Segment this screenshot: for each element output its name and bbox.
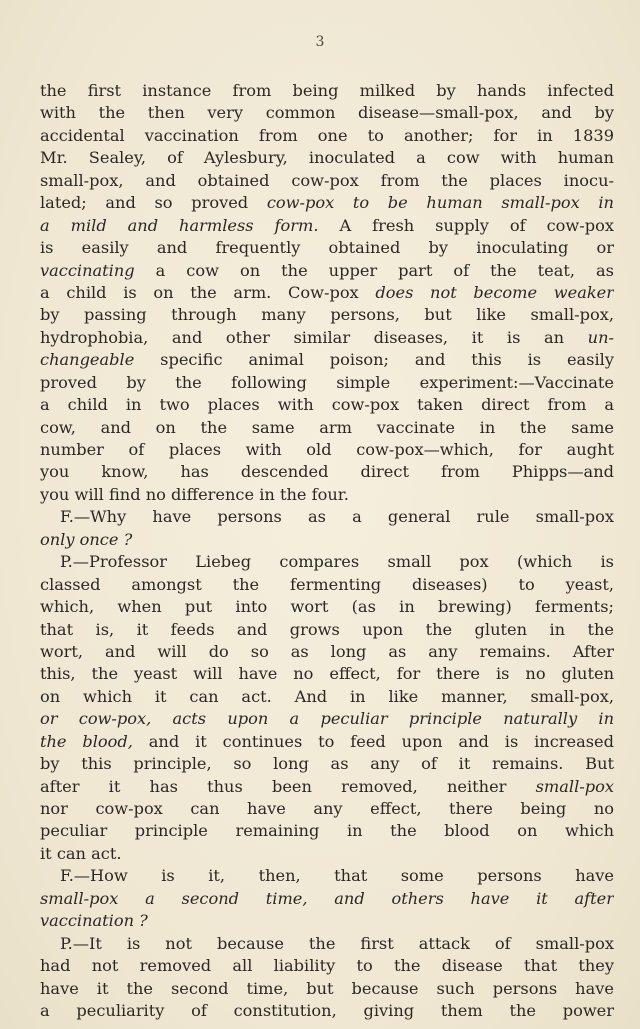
text-line (40, 686, 614, 708)
text-line (40, 978, 614, 1000)
text-line (40, 394, 614, 416)
text-line (40, 753, 614, 775)
text-line (40, 820, 614, 842)
italic-text-span: or cow-pox, acts upon a peculiar principle naturally in (40, 709, 614, 729)
text-span: nor cow-pox can have any effect, there being no (40, 799, 614, 818)
text-span: that is, it feeds and grows upon the gluten in the (40, 619, 614, 639)
text-line (40, 304, 614, 326)
text-span: number of places with old cow-pox—which, for aught (40, 440, 614, 459)
text-line (40, 888, 614, 910)
text-line (40, 417, 614, 439)
text-span: this, the yeast will have no effect, for there is no gluten (40, 664, 614, 684)
text-span: Mr. Sealey, of Aylesbury, inoculated a cow with human (40, 148, 614, 168)
text-span: a peculiarity of constitution, giving them the power (40, 1000, 614, 1020)
text-span: the first instance from being milked by hands infected (40, 81, 614, 100)
text-line (40, 955, 614, 977)
text-line (40, 865, 614, 887)
text-line (40, 843, 614, 865)
text-line (40, 731, 614, 753)
text-span: by passing through many persons, but like small-pox, (40, 305, 614, 325)
text-span: it can act. (40, 843, 122, 863)
text-span: P.—Professor Liebeg compares small pox (which is (60, 552, 614, 572)
text-line (40, 102, 614, 124)
text-line (40, 933, 614, 955)
text-line (40, 574, 614, 596)
text-span: accidental vaccination from one to another; for in 1839 (40, 125, 614, 145)
italic-text-span: vaccination ? (40, 911, 148, 931)
text-line (40, 260, 614, 282)
text-line (40, 551, 614, 573)
body-text (40, 80, 614, 1022)
page-number: 3 (315, 34, 325, 50)
text-span: proved by the following simple experiment:—Vaccinate (40, 372, 614, 392)
text-span: you know, has descended direct from Phipps—and (40, 462, 614, 482)
text-span: is easily and frequently obtained by inoculating or (40, 238, 614, 258)
text-span: by this principle, so long as any of it remains. But (40, 754, 614, 774)
text-line (40, 1000, 614, 1022)
text-span: a cow on the upper part of the teat, as (134, 260, 614, 280)
italic-text-span: does not become weaker (375, 282, 614, 302)
text-line (40, 192, 614, 214)
text-line (40, 125, 614, 147)
italic-text-span: the blood, (40, 731, 133, 751)
text-span: have it the second time, but because such persons have (40, 978, 614, 998)
text-line (40, 349, 614, 371)
text-span: A fresh supply of cow-pox (318, 215, 614, 235)
text-line (40, 663, 614, 685)
text-span: and it continues to feed upon and is increased (132, 731, 614, 751)
text-line (40, 439, 614, 461)
text-line (40, 484, 614, 506)
italic-text-span: un- (587, 327, 614, 347)
text-line (40, 776, 614, 798)
text-span: had not removed all liability to the disease that they (40, 956, 614, 976)
text-line (40, 910, 614, 932)
text-span: you will find no difference in the four. (40, 484, 349, 504)
text-span: F.—Why have persons as a general rule small-pox (60, 507, 614, 527)
text-span: lated; and so proved (40, 193, 267, 213)
text-span: cow, and on the same arm vaccinate in the same (40, 417, 614, 437)
italic-text-span: a mild and harmless form. (40, 215, 319, 235)
text-span: F.—How is it, then, that some persons have (60, 866, 614, 886)
text-line (40, 708, 614, 730)
italic-text-span: only once ? (40, 529, 133, 549)
text-span: with the then very common disease—small-pox, and by (40, 103, 614, 123)
text-span: small-pox, and obtained cow-pox from the places inocu- (40, 170, 614, 190)
text-line (40, 529, 614, 551)
italic-text-span: small-pox (535, 776, 614, 796)
text-line (40, 372, 614, 394)
text-line (40, 619, 614, 641)
text-line (40, 798, 614, 820)
text-span: specific animal poison; and this is easily (134, 350, 614, 370)
text-line (40, 506, 614, 528)
text-line (40, 641, 614, 663)
text-line (40, 282, 614, 304)
text-span: on which it can act. And in like manner, small-pox, (40, 686, 614, 706)
text-line (40, 327, 614, 349)
text-line (40, 237, 614, 259)
italic-text-span: small-pox a second time, and others have it after (40, 888, 614, 908)
italic-text-span: vaccinating (40, 260, 135, 280)
text-span: wort, and will do so as long as any remains. After (40, 641, 614, 661)
text-line (40, 170, 614, 192)
text-span: hydrophobia, and other similar diseases, it is an (40, 327, 588, 347)
text-span: peculiar principle remaining in the blood on which (40, 821, 614, 841)
text-line (40, 596, 614, 618)
text-span: which, when put into wort (as in brewing) ferments; (40, 597, 614, 617)
text-span: after it has thus been removed, neither (40, 776, 536, 796)
italic-text-span: cow-pox to be human small-pox in (266, 193, 614, 213)
text-line (40, 147, 614, 169)
text-line (40, 80, 614, 102)
italic-text-span: changeable (40, 350, 135, 370)
text-span: classed amongst the fermenting diseases) to yeast, (40, 574, 614, 594)
text-span: P.—It is not because the first attack of small-pox (60, 933, 614, 953)
text-line (40, 215, 614, 237)
text-span: a child is on the arm. Cow-pox (40, 282, 376, 302)
text-line (40, 461, 614, 483)
text-span: a child in two places with cow-pox taken direct from a (40, 395, 614, 415)
